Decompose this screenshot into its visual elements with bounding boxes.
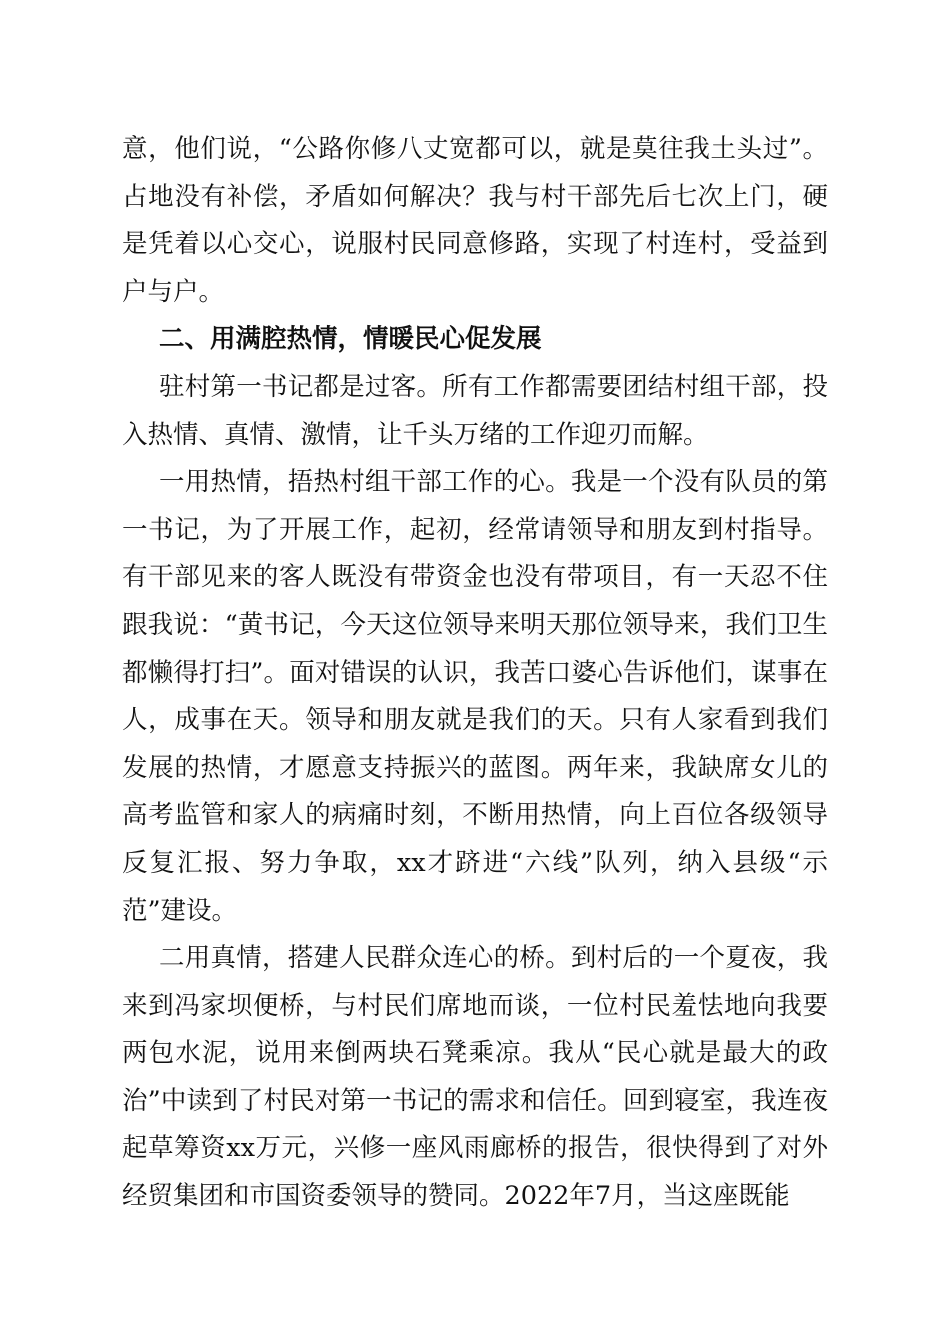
paragraph-sincerity: 二用真情，搭建人民群众连心的桥。到村后的一个夏夜，我来到冯家坝便桥，与村民们席地而谈，一位村民羞怯地向我要两包水泥，说用来倒两块石凳乘凉。我从“民心就是最大的政治”中读到了村民对第一书记的需求和信任。回到寝室，我连夜起草筹资xx万元，兴修一座风雨廊桥的报告，很快得到了对外经贸集团和市国资委领导的赞同。2022年7月，当这座既能: [122, 943, 828, 1212]
section-heading: 二、用满腔热情，情暖民心促发展: [159, 324, 542, 355]
document-body: [122, 126, 828, 1221]
paragraph-continuation: 意，他们说，“公路你修八丈宽都可以，就是莫往我土头过”。占地没有补偿，矛盾如何解决？我与村干部先后七次上门，硬是凭着以心交心，说服村民同意修路，实现了村连村，受益到户与户。: [122, 134, 828, 307]
paragraph-intro: 驻村第一书记都是过客。所有工作都需要团结村组干部，投入热情、真情、激情，让千头万绪的工作迎刃而解。: [122, 371, 828, 450]
paragraph-passion: 一用热情，捂热村组干部工作的心。我是一个没有队员的第一书记，为了开展工作，起初，经常请领导和朋友到村指导。有干部见来的客人既没有带资金也没有带项目，有一天忍不住跟我说：“黄书记，今天这位领导来明天那位领导来，我们卫生都懒得打扫”。面对错误的认识，我苦口婆心告诉他们，谋事在人，成事在天。领导和朋友就是我们的天。只有人家看到我们发展的热情，才愿意支持振兴的蓝图。两年来，我缺席女儿的高考监管和家人的病痛时刻，不断用热情，向上百位各级领导反复汇报、努力争取，xx才跻进“六线”队列，纳入县级“示范”建设。: [122, 467, 828, 926]
